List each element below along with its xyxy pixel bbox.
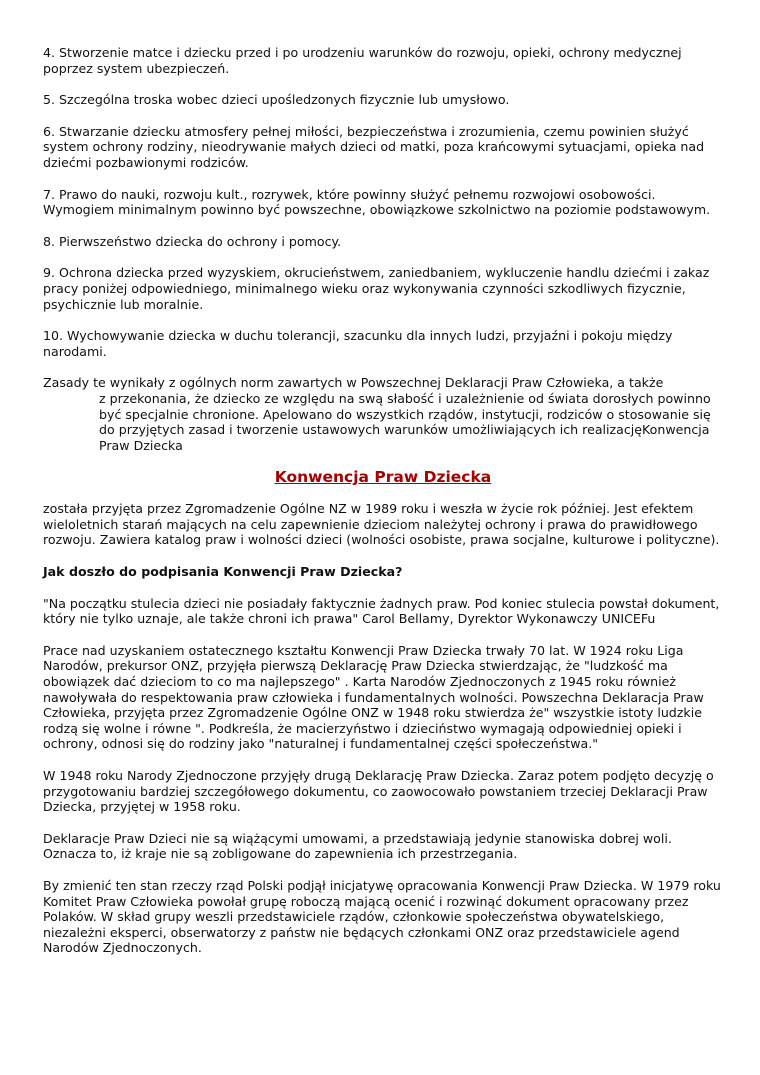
- question-heading: Jak doszło do podpisania Konwencji Praw Dziecka?: [43, 564, 403, 580]
- document-page: [43, 45, 723, 972]
- list-item: 4. Stworzenie matce i dziecku przed i po urodzeniu warunków do rozwoju, opieki, ochrony medycznej poprzez system ubezpieczeń.: [43, 45, 682, 76]
- zasady-continuation: z przekonania, że dziecko ze względu na swą słabość i uzależnienie od świata dorosłych powinno być specjalnie chronione. Apelowano do wszystkich rządów, instytucji, rodziców o stosowanie się do przyjętych zasad i tworzenie ustawowych warunków umożliwiających ich realizacjęKonwencja Praw Dziecka: [99, 390, 711, 453]
- intro-paragraph: została przyjęta przez Zgromadzenie Ogólne NZ w 1989 roku i weszła w życie rok później. Jest efektem wieloletnich starań mających na celu zapewnienie dzieciom należytej ochrony i prawa do prawidłowego rozwoju. Zawiera katalog praw i wolności dzieci (wolności osobiste, prawa socjalne, kulturowe i polityczne).: [43, 501, 720, 548]
- list-item: 7. Prawo do nauki, rozwoju kult., rozrywek, które powinny służyć pełnemu rozwojowi osobowości. Wymogiem minimalnym powinno być powszechne, obowiązkowe szkolnictwo na poziomie podstawowym.: [43, 186, 711, 218]
- history-paragraph-1: Prace nad uzyskaniem ostatecznego kształtu Konwencji Praw Dziecka trwały 70 lat. W 1924 roku Liga Narodów, prekursor ONZ, przyjęła pierwszą Deklarację Praw Dziecka stwierdzając, że "ludzkość ma obowiązek dać dzieciom to co ma najlepszego" . Karta Narodów Zjednoczonych z 1945 roku również nawoływała do respektowania praw człowieka i fundamentalnych wolności. Powszechna Deklaracja Praw Człowieka, przyjęta przez Zgromadzenie Ogólne ONZ w 1948 roku stwierdza że" wszystkie istoty ludzkie rodzą się wolne i równe ". Podkreśla, że macierzyństwo i dzieciństwo wymagają odpowiedniej opieki i ochrony, odnosi się do rodziny jako "naturalnej i fundamentalnej części społeczeństwa.": [43, 642, 704, 752]
- list-item: 9. Ochrona dziecka przed wyzyskiem, okrucieństwem, zaniedbaniem, wykluczenie handlu dziećmi i zakaz pracy poniżej odpowiedniego, minimalnego wieku oraz wykonywania czynności szkodliwych fizycznie, psychicznie lub moralnie.: [43, 265, 710, 312]
- history-paragraph-4: By zmienić ten stan rzeczy rząd Polski podjął inicjatywę opracowania Konwencji Praw Dziecka. W 1979 roku Komitet Praw Człowieka powołał grupę roboczą mającą ocenić i rozwinąć dokument opracowany przez Polaków. W skład grupy weszli przedstawiciele rządów, członkowie społeczeństwa obywatelskiego, niezależni eksperci, obserwatorzy z państw nie będących członkami ONZ oraz przedstawiciele agend Narodów Zjednoczonych.: [43, 877, 721, 956]
- list-item: 6. Stwarzanie dziecku atmosfery pełnej miłości, bezpieczeństwa i zrozumienia, czemu powinien służyć system ochrony rodziny, nieodrywanie małych dzieci od matki, poza krańcowymi sytuacjami, opieka nad dziećmi pozbawionymi rodziców.: [43, 123, 705, 170]
- history-paragraph-2: W 1948 roku Narody Zjednoczone przyjęły drugą Deklarację Praw Dziecka. Zaraz potem podjęto decyzję o przygotowaniu bardziej szczegółowego dokumentu, co zaowocowało powstaniem trzeciej Deklaracji Praw Dziecka, przyjętej w 1958 roku.: [43, 768, 714, 815]
- history-paragraph-3: Deklaracje Praw Dzieci nie są wiążącymi umowami, a przedstawiają jedynie stanowiska dobrej woli. Oznacza to, iż kraje nie są zobligowane do zapewnienia ich przestrzegania.: [43, 830, 672, 862]
- list-item: 5. Szczególna troska wobec dzieci upośledzonych fizycznie lub umysłowo.: [43, 92, 510, 108]
- section-heading: [43, 468, 723, 487]
- list-item: 8. Pierwszeństwo dziecka do ochrony i pomocy.: [43, 233, 342, 249]
- quote-paragraph: "Na początku stulecia dzieci nie posiadały faktycznie żadnych praw. Pod koniec stulecia powstał dokument, który nie tylko uznaje, ale także chroni ich prawa" Carol Bellamy, Dyrektor Wykonawczy UNICEFu: [43, 595, 720, 627]
- zasady-first-line: Zasady te wynikały z ogólnych norm zawartych w Powszechnej Deklaracji Praw Człowieka, a także: [43, 375, 664, 391]
- heading-link[interactable]: Konwencja Praw Dziecka: [274, 468, 492, 487]
- list-item: 10. Wychowywanie dziecka w duchu tolerancji, szacunku dla innych ludzi, przyjaźni i pokoju między narodami.: [43, 328, 673, 359]
